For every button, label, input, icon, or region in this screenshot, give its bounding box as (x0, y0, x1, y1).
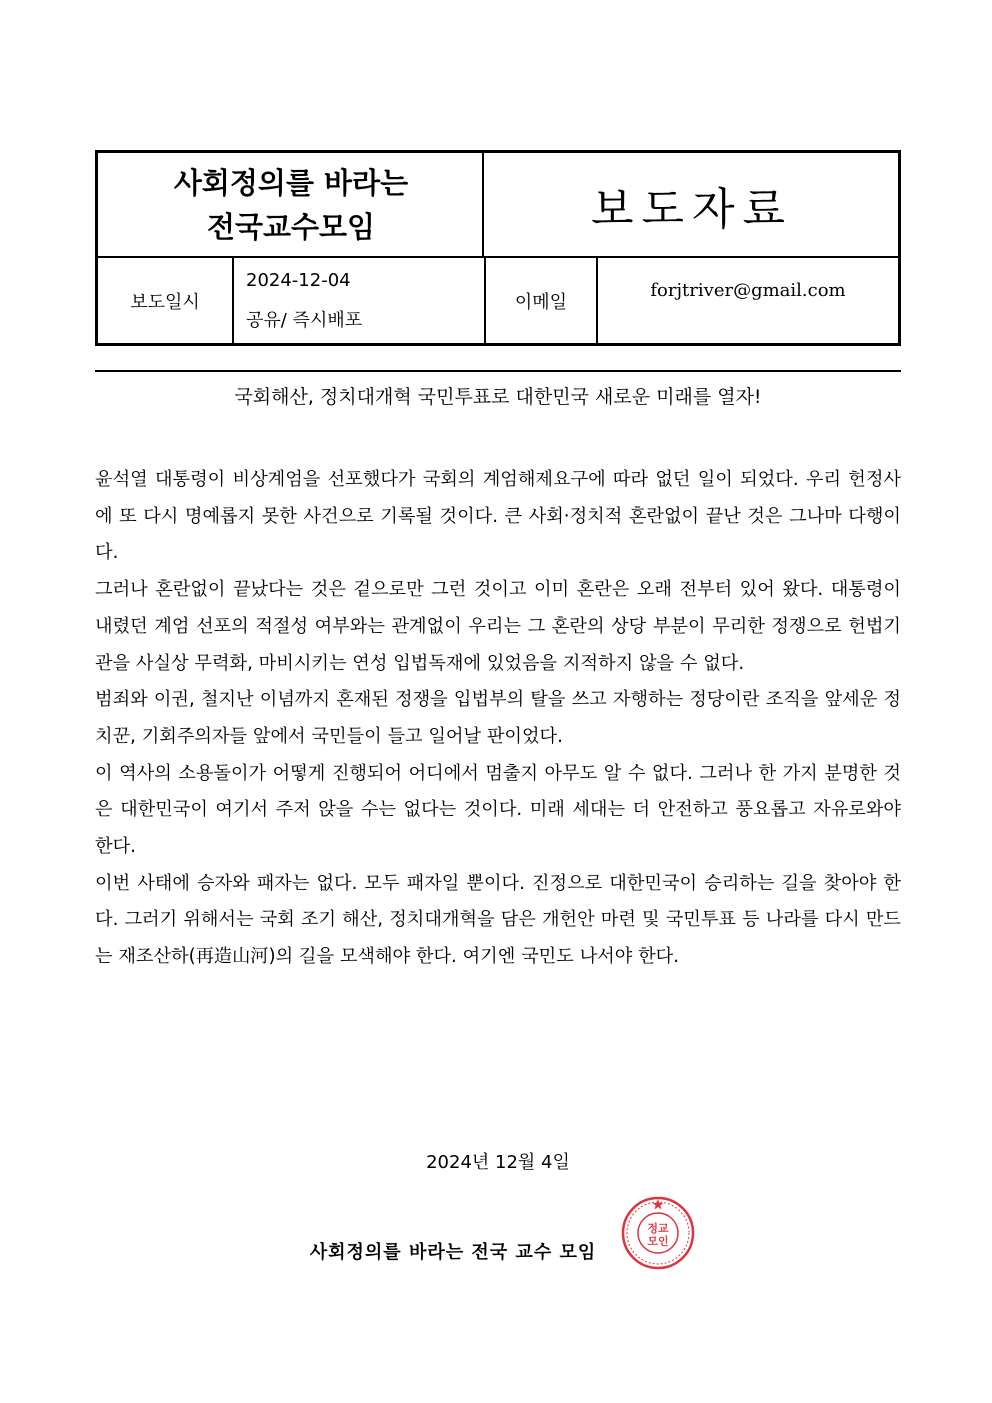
organization-name (98, 153, 484, 256)
paragraph: 윤석열 대통령이 비상계엄을 선포했다가 국회의 계엄해제요구에 따라 없던 일이 되었다. 우리 헌정사에 또 다시 명예롭지 못한 사건으로 기록될 것이다. 큰 사회·정치적 혼란없이 끝난 것은 그나마 다행이다. (95, 469, 901, 564)
paragraph: 그러나 혼란없이 끝났다는 것은 겉으로만 그런 것이고 이미 혼란은 오래 전부터 있어 왔다. 대통령이 내렸던 계엄 선포의 적절성 여부와는 관계없이 우리는 그 혼란의 상당 부분이 무리한 정쟁으로 헌법기관을 사실상 무력화, 마비시키는 연성 입법독재에 있었음을 지적하지 않을 수 없다. (95, 579, 901, 674)
org-line-2: 전국교수모임 (206, 209, 376, 244)
headline: 국회해산, 정치대개혁 국민투표로 대한민국 새로운 미래를 열자! (234, 386, 762, 408)
separator-rule (95, 370, 901, 372)
release-note: 공유/ 즉시배포 (246, 309, 363, 331)
seal-text-top: 정교 (647, 1222, 669, 1235)
org-line-1: 사회정의를 바라는 (173, 165, 409, 200)
date-cell (234, 258, 484, 343)
release-date: 2024-12-04 (246, 269, 351, 291)
email-address[interactable]: forjtriver@gmail.com (650, 280, 846, 301)
document-type: 보도자료 (590, 183, 793, 235)
closing-date: 2024년 12월 4일 (426, 1152, 570, 1173)
signature: 사회정의를 바라는 전국 교수 모임 (309, 1242, 597, 1263)
official-seal-icon (620, 1195, 696, 1271)
date-label: 보도일시 (130, 291, 200, 313)
divider (482, 153, 484, 256)
paragraph: 범죄와 이권, 철지난 이념까지 혼재된 정쟁을 입법부의 탈을 쓰고 자행하는 정당이란 조직을 앞세운 정치꾼, 기회주의자들 앞에서 국민들이 들고 일어날 판이었다. (95, 689, 901, 747)
star-icon (653, 1199, 664, 1210)
body-text (95, 462, 901, 976)
paragraph: 이번 사태에 승자와 패자는 없다. 모두 패자일 뿐이다. 진정으로 대한민국이 승리하는 길을 찾아야 한다. 그러기 위해서는 국회 조기 해산, 정치대개혁을 담은 개헌안 마련 및 국민투표 등 나라를 다시 만드는 재조산하(再造山河)의 길을 모색해야 한다. 여기엔 국민도 나서야 한다. (95, 872, 901, 968)
email-label: 이메일 (514, 291, 568, 313)
header-table (95, 150, 901, 346)
seal-text-bottom: 모인 (647, 1235, 669, 1248)
paragraph: 이 역사의 소용돌이가 어떻게 진행되어 어디에서 멈출지 아무도 알 수 없다. 그러나 한 가지 분명한 것은 대한민국이 여기서 주저 앉을 수는 없다는 것이다. 미래 세대는 더 안전하고 풍요롭고 자유로와야 한다. (95, 762, 901, 858)
